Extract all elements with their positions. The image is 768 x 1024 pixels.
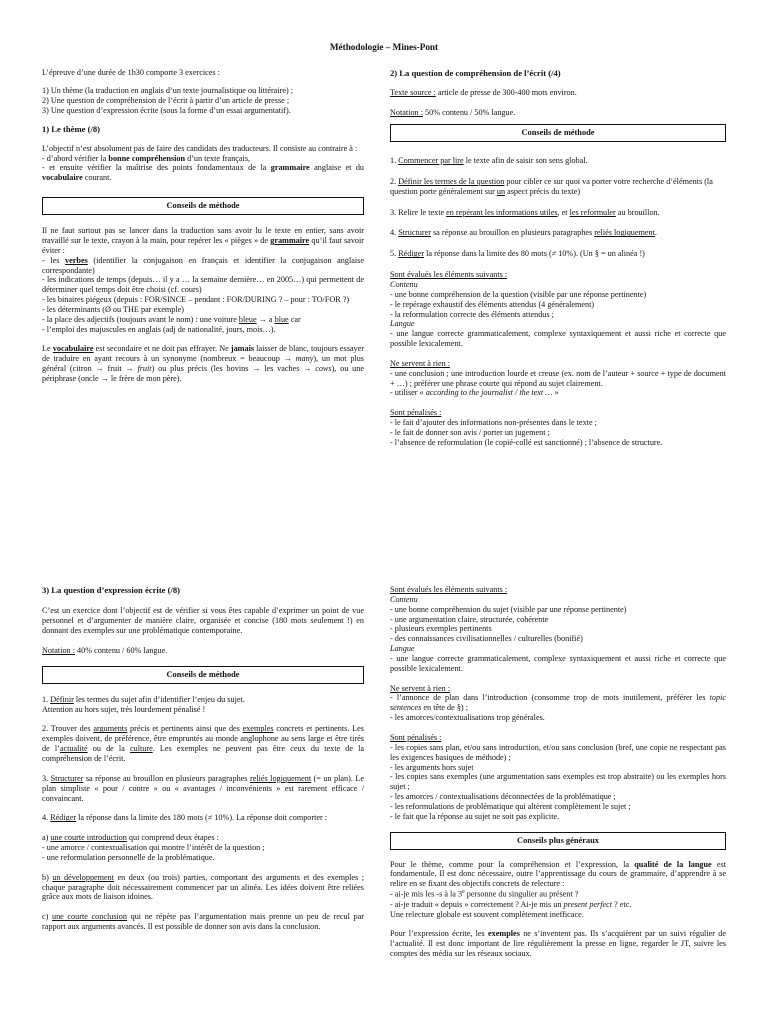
intro-part: a) une courte introduction qui comprend deux étapes : - une amorce / contextualisation qui montre l’intérêt de la question ; - une reformulation personnelle de la problématique.	[42, 833, 265, 862]
page-title: Méthodologie – Mines-Pont	[329, 42, 439, 52]
comprehension-heading: 2) La question de compréhension de l’écrit (/4)	[390, 68, 561, 78]
intro-text: L’épreuve d’une durée de 1h30 comporte 3 exercices :	[42, 68, 220, 77]
exercise-item: 1) Un thème (la traduction en anglais d’un texte journalistique ou littéraire) ;	[42, 85, 294, 95]
source-text: Texte source : article de presse de 300-400 mots environ.	[390, 88, 577, 98]
theme-heading: 1) Le thème (/8)	[42, 124, 100, 135]
objective-text: L’objectif n’est absolument pas de faire des candidats des traducteurs. Il consiste au contraire à : - d’abord vérifier la bonne compréhension d’un texte français, - et ensuite vérifier la maîtrise des points fondamentaux de la grammaire anglaise et du vocabulaire courant.	[42, 143, 365, 183]
expression-section	[42, 585, 364, 940]
step-4: 4. Rédiger la réponse dans la limite des 180 mots (≠ 10%). La réponse doit comporter :	[42, 813, 328, 823]
step-1: 1. Définir les termes du sujet afin d’identifier l’enjeu du sujet. Attention au hors sujet, très lourdement pénalisé !	[42, 694, 245, 714]
development-part: b) un développement en deux (ou trois) parties, comportant des arguments et des exemples ; chaque paragraphe doit nécessairement commencer par un alinéa. Les idées doivent être reliées grâce aux mots de liaison idoines.	[42, 872, 364, 902]
expression-heading: 3) La question d’expression écrite (/8)	[42, 585, 181, 595]
vocabulary-text: Le vocabulaire est secondaire et ne doit pas effrayer. Ne jamais laisser de blanc, toujours essayer de traduire en ayant recours à un synonyme (nombreux = beaucoup → many), un mot plus général (citron → fruit → fruit) ou plus précis (les bovins → les vaches → cows), ou une périphrase (oncle → le frère de mon père).	[42, 344, 364, 383]
step-2: 2. Définir les termes de la question pour cibler ce sur quoi va porter votre recherche d’éléments (la question porte généralement sur un aspect précis du texte)	[390, 176, 713, 196]
penalty-list: Sont pénalisés : - les copies sans plan, et/ou sans introduction, et/ou sans conclusion (bref, une copie ne respectant pas les exigences basiques de méthode) ; - les arguments hors sujet - les copies sans exemples (une argumentation sans exemples est trop abstraite) ou les exemples hors sujet ; - les amorces / contextualisations déconnectées de la problématique ; - les reformulations de problématique qui altèrent complètement le sujet ; - le fait que la réponse au sujet ne soit pas explicite.	[390, 732, 726, 821]
step-5: 5. Rédiger la réponse dans la limite des 80 mots (≠ 10%). (Un § = un alinéa !)	[390, 249, 645, 259]
conseils-box: Conseils de méthode	[42, 197, 364, 215]
evaluation-list: Sont évalués les éléments suivants : Contenu - une bonne compréhension du sujet (visible par une réponse pertinente) - une argumentation claire, structurée, cohérente - plusieurs exemples pertinents - des connaissances civilisationnelles / culturelles (bonifié) Langue - une langue correcte grammaticalement, complexe syntaxiquement et aussi riche et correcte que possible lexicalement.	[390, 585, 726, 673]
exercise-item: 2) Une question de compréhension de l’écrit à partir d’un article de presse ;	[42, 95, 290, 105]
expression-evaluation-section	[390, 585, 726, 967]
step-3: 3. Relire le texte en repérant les informations utiles, et les reformuler au brouillon.	[390, 207, 660, 217]
useless-list: Ne servent à rien : - l’annonce de plan dans l’introduction (consomme trop de mots inutilement, préférer les topic sentences en tête de §) ; - les amorces/contextualisations trop générales.	[390, 683, 726, 723]
conseils-box: Conseils de méthode	[390, 124, 726, 142]
useless-list: Ne servent à rien : - une conclusion ; une introduction lourde et creuse (ex. nom de l’auteur + source + type de document + …) ; préférer une phrase courte qui répond au sujet clairement. - utiliser « according to the journalist / the text … »	[390, 358, 726, 398]
notation-text: Notation : 40% contenu / 60% langue.	[42, 645, 168, 655]
penalty-list: Sont pénalisés : - le fait d’ajouter des informations non-présentes dans le texte ; - le fait de donner son avis / porter un jugement ; - l’absence de reformulation (le copié-collé est sanctionné) ; l’absence de structure.	[390, 408, 663, 447]
expression-intro: C’est un exercice dont l’objectif est de vérifier si vous êtes capable d’exprimer un point de vue personnel et d’argumenter de manière claire, organisée et concise (180 mots seulement !) en donnant des exemples sur une problématique contemporaine.	[42, 606, 364, 635]
examples-advice-text: Pour l’expression écrite, les exemples ne s’inventent pas. Ils s’acquièrent par un suivi régulier de l’actualité. Il est donc important de lire régulièrement la presse en ligne, regarder le JT, suivre les comptes des média sur les réseaux sociaux.	[390, 929, 726, 959]
theme-section	[42, 68, 364, 392]
step-4: 4. Structurer sa réponse au brouillon en plusieurs paragraphes reliés logiquement.	[390, 228, 657, 238]
step-2: 2. Trouver des arguments précis et pertinents ainsi que des exemples concrets et pertinents. Les exemples doivent, de préférence, être empruntés au monde anglophone au sens large et être tirés de l’actualité ou de la culture. Les exemples ne peuvent pas être ceux du texte de la compréhension de l’écrit.	[42, 724, 365, 763]
exercise-item: 3) Une question d’expression écrite (sous la forme d’un essai argumentatif).	[42, 105, 291, 115]
comprehension-section	[390, 68, 726, 456]
conclusion-part: c) une courte conclusion qui ne répète pas l’argumentation mais prenne un peu de recul par rapport aux arguments avancés. Il est possible de donner son avis dans la conclusion.	[42, 912, 364, 932]
general-advice-text: Pour le thème, comme pour la compréhension et l’expression, la qualité de la langue est fondamentale. Il est donc nécessaire, outre l’apprentissage du cours de grammaire, d’apprendre à se relire en se fixant des objectifs concrets de relecture : - ai-je mis les -s à la 3e personne du singulier au présent ? - ai-je traduit « depuis » correctement ? Ai-je mis un present perfect ? etc. Une relecture globale est souvent complètement inefficace.	[390, 859, 726, 919]
exercise-list	[42, 86, 364, 116]
evaluation-list: Sont évalués les éléments suivants : Contenu - une bonne compréhension de la question (visible par une réponse pertinente) - le repérage exhaustif des éléments attendus (4 généralement) - la reformulation correcte des éléments attendus ; Langue - une langue correcte grammaticalement, complexe syntaxiquement et aussi riche et correcte que possible lexicalement.	[390, 270, 726, 349]
conseils-box: Conseils de méthode	[42, 666, 364, 684]
general-advice-box: Conseils plus généraux	[390, 832, 726, 850]
pitfalls-text: Il ne faut surtout pas se lancer dans la traduction sans avoir lu le texte en entier, sans avoir travaillé sur le texte, crayon à la main, pour repérer les « pièges » de grammaire qu’il faut savoir éviter : - les verbes (identifier la conjugaison en français et identifier la conjugaison anglaise correspondante) - les indications de temps (depuis… il y a … la semaine dernière… en 2005…) qui permettent de déterminer quel temps doit être choisi (cf. cours) - les binaires piégeux (depuis : FOR/SINCE – pendant : FOR/DURING ? – pour : TO/FOR ?) - les déterminants (Ø ou THE par exemple) - la place des adjectifs (toujours avant le nom) : une voiture bleue → a blue car - l’emploi des majuscules en anglais (adj de nationalité, jours, mois…).	[42, 226, 365, 334]
notation-text: Notation : 50% contenu / 50% langue.	[390, 108, 516, 118]
step-3: 3. Structurer sa réponse au brouillon en plusieurs paragraphes reliés logiquement (= un plan). Le plan simpliste « pour / contre » ou « avantages / inconvénients » est rarement efficace / convaincant.	[42, 773, 365, 803]
step-1: 1. Commencer par lire le texte afin de saisir son sens global.	[390, 156, 588, 166]
